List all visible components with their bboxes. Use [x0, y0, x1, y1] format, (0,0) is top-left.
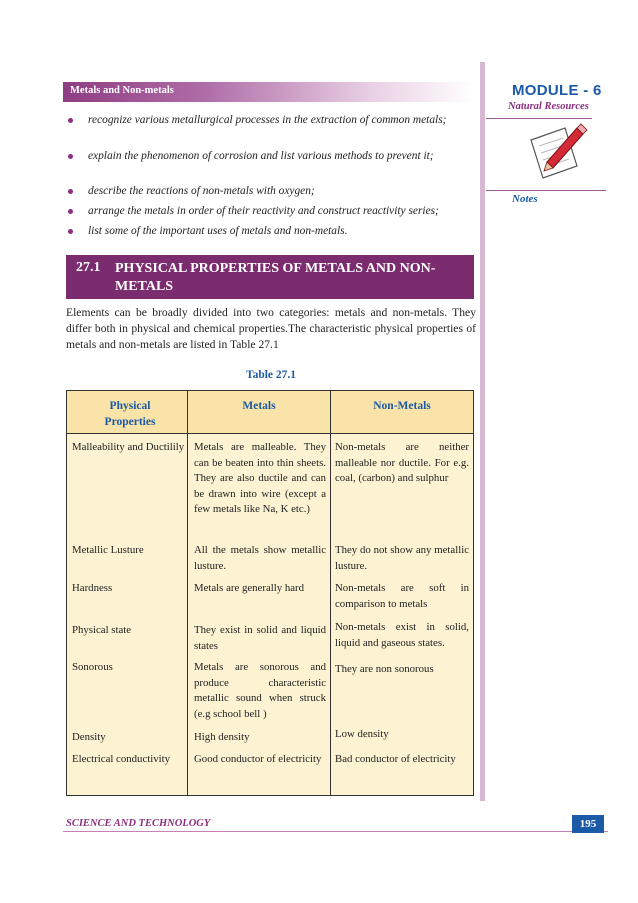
- objective-item: describe the reactions of non-metals with oxygen;: [68, 183, 478, 200]
- running-header-title: Metals and Non-metals: [70, 85, 174, 96]
- table-column-divider: [330, 390, 331, 796]
- objective-item: arrange the metals in order of their reactivity and construct reactivity series;: [68, 203, 478, 220]
- table-cell: Metals are generally hard: [194, 582, 305, 594]
- sidebar-rule: [486, 118, 592, 119]
- margin-divider: [480, 62, 485, 801]
- bullet-icon: [68, 154, 73, 159]
- table-cell: Metallic Lusture: [72, 544, 144, 556]
- table-header-cell: Metals: [242, 400, 276, 412]
- module-title: MODULE - 6: [512, 82, 602, 99]
- table-cell: Physical state: [72, 624, 132, 636]
- section-title: PHYSICAL PROPERTIES OF METALS AND NON-METALS: [115, 261, 436, 294]
- table-cell: Good conductor of electricity: [194, 753, 322, 765]
- table-header-cell: Physical Properties: [104, 400, 156, 428]
- table-cell: Bad conductor of electricity: [335, 753, 456, 765]
- table-cell: Malleability and Ductilily: [72, 441, 185, 453]
- table-cell: Sonorous: [72, 661, 113, 673]
- table-cell: Non-metals exist in solid, liquid and gaseous states.: [335, 621, 469, 649]
- notes-pencil-icon: [525, 122, 589, 184]
- page-number: 195: [572, 815, 604, 833]
- table-cell: Electrical conductivity: [72, 753, 171, 765]
- table-cell: Non-metals are soft in comparison to metals: [335, 582, 469, 610]
- table-cell: They exist in solid and liquid states: [194, 624, 326, 652]
- table-cell: Metals are sonorous and produce characteristic metallic sound when struck (e.g school bell ): [194, 661, 326, 720]
- table-cell: High density: [194, 731, 250, 743]
- objective-item: recognize various metallurgical processes in the extraction of common metals;: [68, 112, 478, 129]
- bullet-icon: [68, 189, 73, 194]
- section-number: 27.1: [76, 260, 101, 275]
- objective-item: list some of the important uses of metals and non-metals.: [68, 223, 478, 240]
- table-cell: They do not show any metallic lusture.: [335, 544, 469, 572]
- bullet-icon: [68, 229, 73, 234]
- objective-item: explain the phenomenon of corrosion and list various methods to prevent it;: [68, 148, 478, 165]
- table-cell: Hardness: [72, 582, 113, 594]
- table-cell: They are non sonorous: [335, 663, 434, 675]
- notes-rule: [486, 190, 606, 191]
- table-cell: Low density: [335, 728, 389, 740]
- table-cell: Non-metals are neither malleable nor ductile. For e.g. coal, (carbon) and sulphur: [335, 441, 469, 484]
- bullet-icon: [68, 209, 73, 214]
- notes-label: Notes: [512, 193, 538, 205]
- table-header-cell: Non-Metals: [373, 400, 431, 412]
- table-caption: Table 27.1: [245, 369, 297, 381]
- table-cell: Density: [72, 731, 106, 743]
- module-subtitle: Natural Resources: [508, 101, 589, 112]
- footer-rule: [63, 831, 608, 832]
- table-cell: Metals are malleable. They can be beaten into thin sheets. They are also ductile and can be drawn into wire (except a few metals like Na, K etc.): [194, 441, 326, 515]
- bullet-icon: [68, 118, 73, 123]
- footer-title: SCIENCE AND TECHNOLOGY: [66, 818, 211, 829]
- table-cell: All the metals show metallic lusture.: [194, 544, 326, 572]
- intro-paragraph: Elements can be broadly divided into two categories: metals and non-metals. They differ both in physical and chemical properties.The characteristic physical properties of metals and non-metals are listed in Table 27.1: [66, 306, 476, 351]
